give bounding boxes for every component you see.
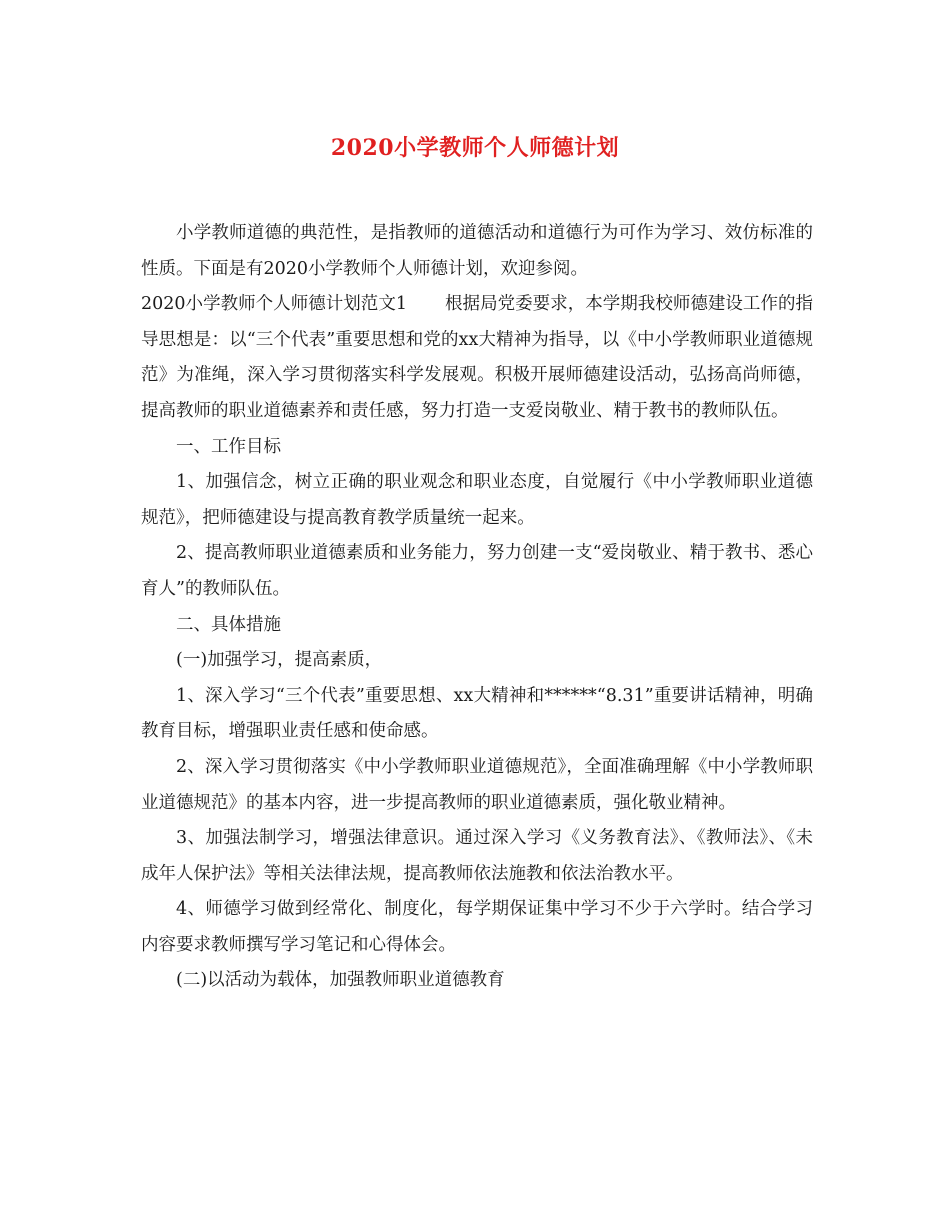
paragraph-measure-3: 3、加强法制学习，增强法律意识。通过深入学习《义务教育法》、《教师法》、《未成年人保护法》等相关法律法规，提高教师依法施教和依法治教水平。 — [141, 828, 813, 884]
guiding-thought-text: 根据局党委要求，本学期我校师德建设工作的指导思想是：以“三个代表”重要思想和党的xx大精神为指导，以《中小学教师职业道德规范》为准绳，深入学习贯彻落实科学发展观。积极开展师德建设活动，弘扬高尚师德，提高教师的职业道德素养和责任感，努力打造一支爱岗敬业、精于教书的教师队伍。 — [141, 294, 814, 421]
sample-heading-text: 2020小学教师个人师德计划范文1 — [141, 294, 407, 315]
paragraph-goal-2: 2、提高教师职业道德素质和业务能力，努力创建一支“爱岗敬业、精于教书、悉心育人”的教师队伍。 — [141, 543, 813, 599]
subsection-heading-activities: (二)以活动为载体，加强教师职业道德教育 — [176, 970, 505, 991]
paragraph-intro: 小学教师道德的典范性，是指教师的道德活动和道德行为可作为学习、效仿标准的性质。下面是有2020小学教师个人师德计划，欢迎参阅。 — [141, 223, 813, 279]
paragraph-sample-heading — [141, 287, 813, 429]
document-body — [141, 216, 813, 999]
paragraph-measure-2: 2、深入学习贯彻落实《中小学教师职业道德规范》，全面准确理解《中小学教师职业道德规范》的基本内容，进一步提高教师的职业道德素质，强化敬业精神。 — [141, 756, 813, 813]
document-title: 2020小学教师个人师德计划 — [330, 135, 620, 161]
paragraph-measure-4: 4、师德学习做到经常化、制度化，每学期保证集中学习不少于六学时。结合学习内容要求教师撰写学习笔记和心得体会。 — [141, 899, 813, 955]
section-heading-measures: 二、具体措施 — [176, 614, 281, 635]
section-heading-goals: 一、工作目标 — [176, 436, 281, 457]
paragraph-goal-1: 1、加强信念，树立正确的职业观念和职业态度，自觉履行《中小学教师职业道德规范》，把师德建设与提高教育教学质量统一起来。 — [141, 472, 813, 528]
paragraph-measure-1: 1、深入学习“三个代表”重要思想、xx大精神和******“8.31”重要讲话精神，明确教育目标，增强职业责任感和使命感。 — [141, 685, 813, 742]
subsection-heading-study: (一)加强学习，提高素质， — [176, 650, 383, 671]
